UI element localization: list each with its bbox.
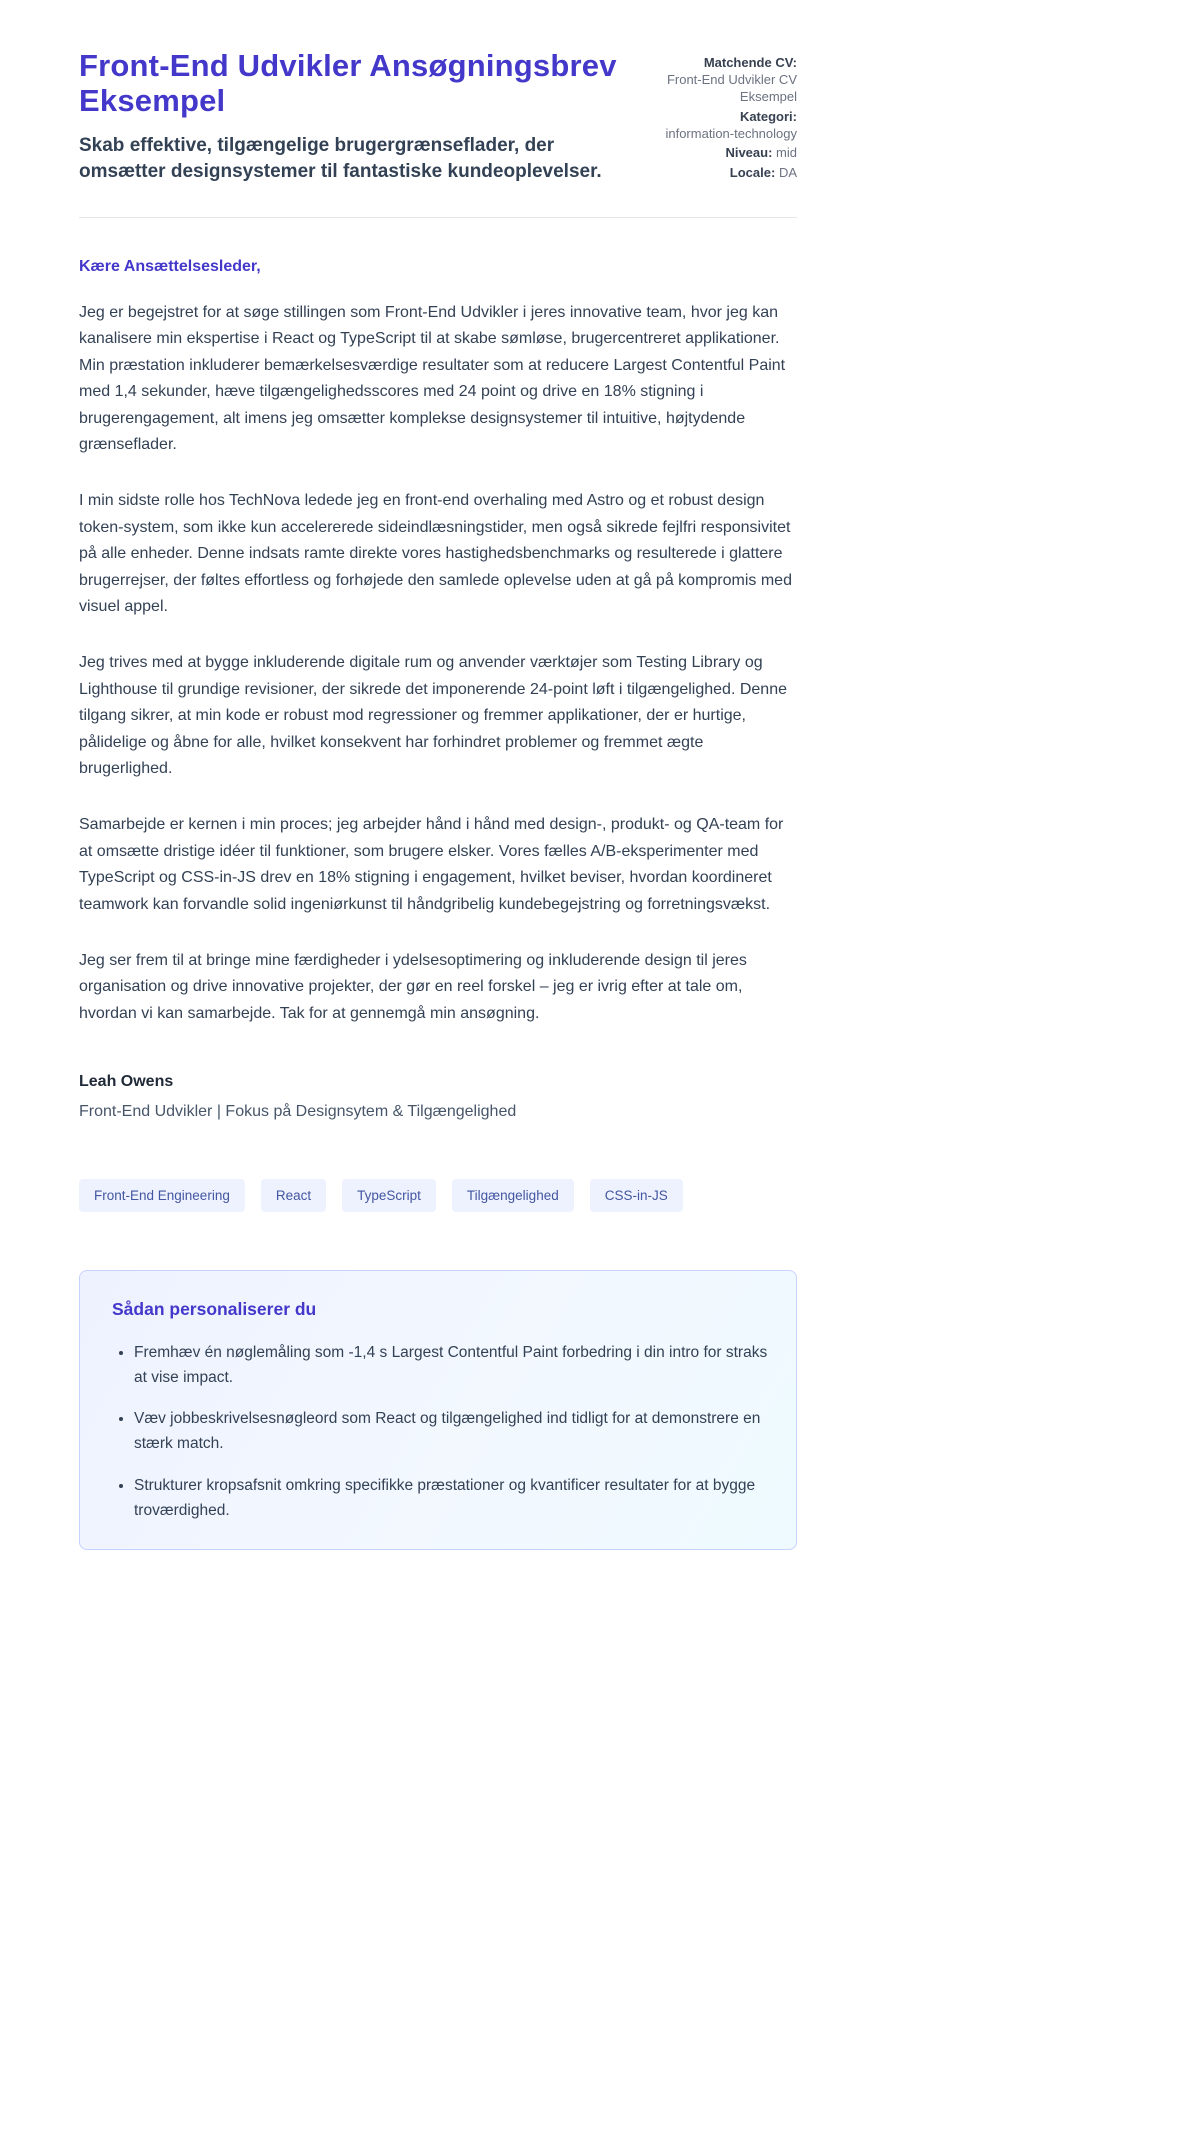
meta-locale-label: Locale: xyxy=(729,165,776,181)
tag-chip[interactable]: Tilgængelighed xyxy=(452,1179,574,1212)
tags-list xyxy=(79,1179,797,1212)
meta-matching-cv-value: Front-End Udvikler CV Eksempel xyxy=(666,71,797,104)
meta-category-value: information-technology xyxy=(665,125,797,141)
letter-paragraph: Jeg er begejstret for at søge stillingen som Front-End Udvikler i jeres innovative team, hvor jeg kan kanalisere min ekspertise i React og TypeScript til at skabe sømløse, brugercentreret applikationer. Min præstation inkluderer bemærkelsesværdige resultater som at reducere Largest Contentful Paint med 1,4 sekunder, hæve tilgængelighedsscores med 24 point og drive en 18% stigning i brugerengagement, alt imens jeg omsætter komplekse designsystemer til intuitive, højtydende grænseflader. xyxy=(79,304,786,454)
letter-body xyxy=(79,258,797,1550)
meta-category-label: Kategori: xyxy=(739,108,797,124)
tag-chip[interactable]: CSS-in-JS xyxy=(590,1179,683,1212)
meta-level-value: mid xyxy=(776,145,797,161)
meta-matching-cv-label: Matchende CV: xyxy=(703,55,797,70)
letter-paragraph: I min sidste rolle hos TechNova ledede jeg en front-end overhaling med Astro og et robust design token-system, som ikke kun accelererede sideindlæsningstider, men også sikrede fejlfri responsivitet på alle enheder. Denne indsats ramte direkte vores hastighedsbenchmarks og resulterede i glattere brugerrejser, der føltes effortless og forhøjede den samlede oplevelse uden at gå på kompromis med visuel appel. xyxy=(79,492,792,615)
tip-item: • Væv jobbeskrivelsesnøgleord som React og tilgængelighed ind tidligt for at demonstrere en stærk match. xyxy=(134,1406,768,1456)
letter-greeting: Kære Ansættelsesleder, xyxy=(79,258,261,276)
header-titles xyxy=(79,48,624,185)
tips-list xyxy=(104,1340,768,1523)
tip-item: • Strukturer kropsafsnit omkring specifikke præstationer og kvantificer resultater for at bygge troværdighed. xyxy=(134,1473,768,1523)
letter-paragraph: Samarbejde er kernen i min proces; jeg arbejder hånd i hånd med design-, produkt- og QA-team for at omsætte dristige idéer til funktioner, som brugere elsker. Vores fælles A/B-eksperimenter med TypeScript og CSS-in-JS drev en 18% stigning i engagement, hvilket beviser, hvordan koordineret teamwork kan forvandle solid ingeniørkunst til håndgribelig kundebegejstring og forretningsvækst. xyxy=(79,816,784,913)
meta-locale xyxy=(647,165,797,182)
signature-name: Leah Owens xyxy=(79,1073,174,1091)
cover-letter-page xyxy=(79,0,797,1630)
page-title: Front-End Udvikler Ansøgningsbrev Eksempel xyxy=(79,48,617,119)
tag-chip[interactable]: React xyxy=(261,1179,326,1212)
tips-title: Sådan personaliserer du xyxy=(112,1299,317,1320)
page-subtitle: Skab effektive, tilgængelige brugergrænseflader, der omsætter designsystemer til fantastiske kundeoplevelser. xyxy=(79,134,602,182)
tag-chip[interactable]: Front-End Engineering xyxy=(79,1179,245,1212)
signature-role: Front-End Udvikler | Fokus på Designsytem & Tilgængelighed xyxy=(79,1103,517,1121)
tip-item: • Fremhæv én nøglemåling som -1,4 s Largest Contentful Paint forbedring i din intro for straks at vise impact. xyxy=(134,1340,768,1390)
page-header xyxy=(79,48,797,185)
meta-panel xyxy=(647,48,797,182)
header-divider xyxy=(79,217,797,218)
letter-paragraph: Jeg trives med at bygge inkluderende digitale rum og anvender værktøjer som Testing Library og Lighthouse til grundige revisioner, der sikrede det imponerende 24-point løft i tilgængelighed. Denne tilgang sikrer, at min kode er robust mod regressioner og fremmer applikationer, der er hurtige, pålidelige og åbne for alle, hvilket konsekvent har forhindret problemer og fremmet ægte brugerlighed. xyxy=(79,654,787,777)
meta-locale-value: DA xyxy=(778,165,797,181)
meta-level-label: Niveau: xyxy=(725,145,773,161)
meta-level xyxy=(647,145,797,162)
tips-card xyxy=(79,1270,797,1550)
tag-chip[interactable]: TypeScript xyxy=(342,1179,436,1212)
letter-paragraph: Jeg ser frem til at bringe mine færdigheder i ydelsesoptimering og inkluderende design til jeres organisation og drive innovative projekter, der gør en reel forskel – jeg er ivrig efter at tale om, hvordan vi kan samarbejde. Tak for at gennemgå min ansøgning. xyxy=(79,951,747,1022)
